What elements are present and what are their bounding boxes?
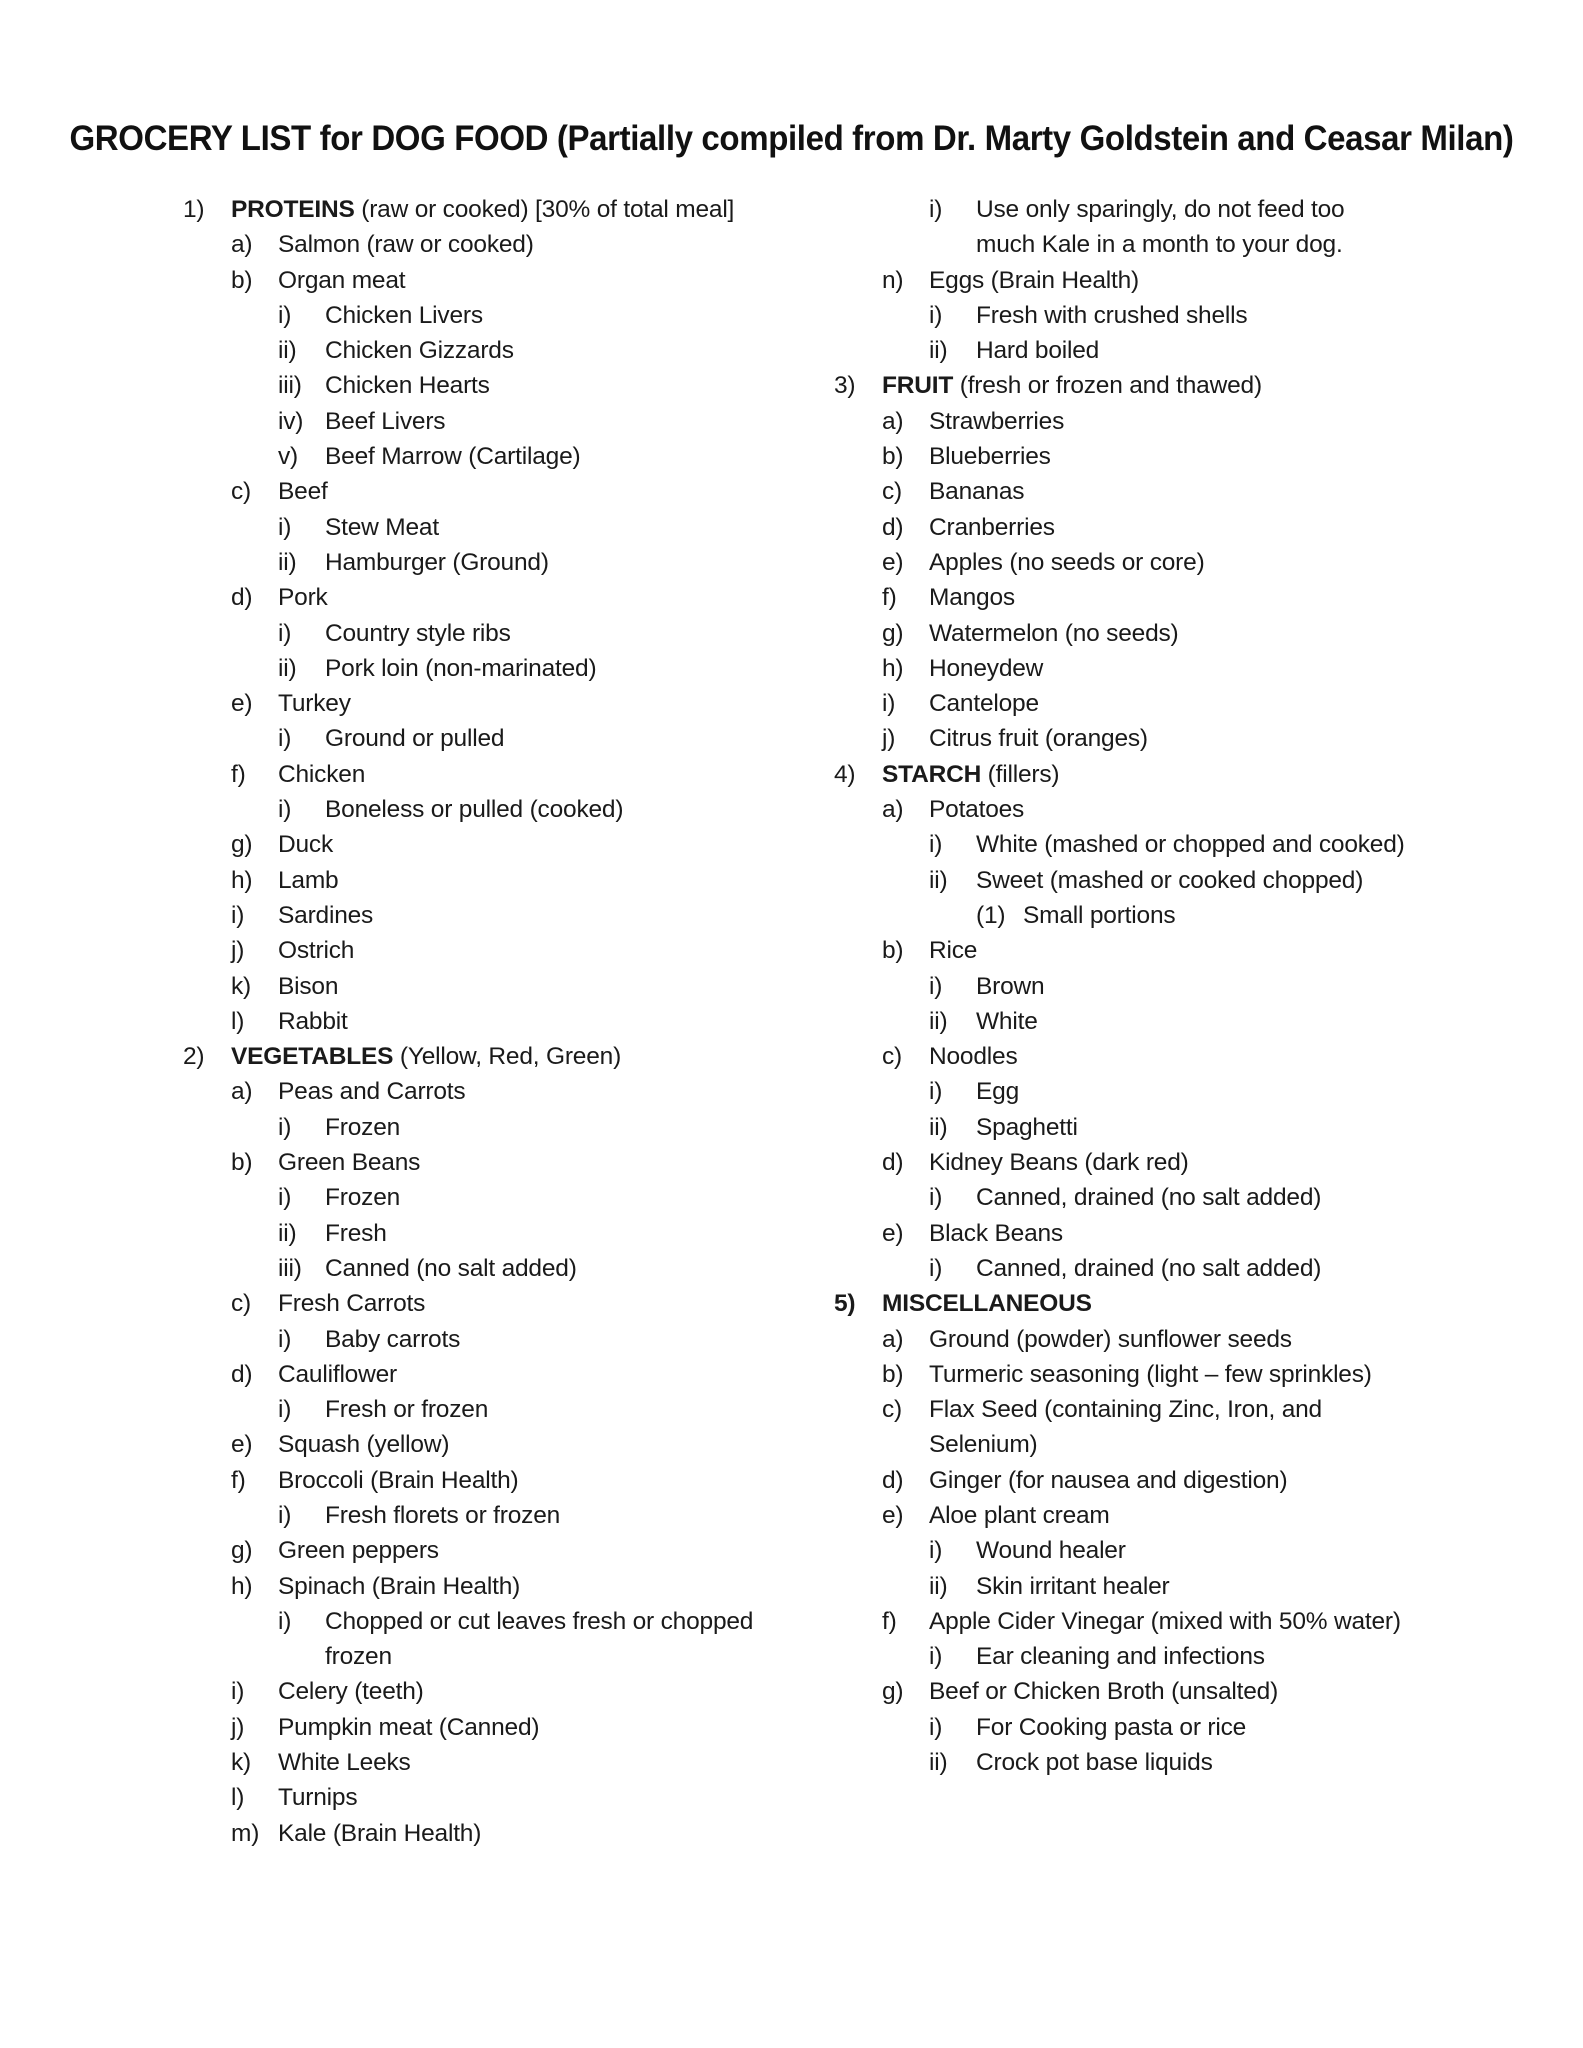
list-marker: ii) [929,1007,948,1035]
list-marker: g) [231,1537,253,1565]
list-item [183,1004,793,1039]
list-marker: i) [278,796,292,824]
list-item [834,863,1534,898]
item-text: Small portions [1023,901,1176,929]
item-text: Turnips [278,1784,358,1812]
item-text: Kidney Beans (dark red) [929,1149,1189,1177]
item-text: Chicken Hearts [325,372,490,400]
list-item [183,686,793,721]
item-text: frozen [325,1643,392,1671]
list-marker: e) [231,1431,253,1459]
list-item [183,404,793,439]
list-item [183,1674,793,1709]
item-text: Chicken Gizzards [325,337,514,365]
item-text: Ginger (for nausea and digestion) [929,1466,1288,1494]
item-text: Fresh Carrots [278,1290,426,1318]
section-note: (fresh or frozen and thawed) [953,372,1262,400]
item-text: Blueberries [929,443,1051,471]
item-text: much Kale in a month to your dog. [976,231,1343,259]
list-marker: n) [882,266,904,294]
list-marker: d) [882,1149,904,1177]
list-marker: i) [929,1184,943,1212]
item-text: Ostrich [278,937,355,965]
item-text: Peas and Carrots [278,1078,466,1106]
list-item [834,227,1534,262]
list-marker: h) [231,1572,253,1600]
list-item [183,580,793,615]
item-text [882,757,1059,792]
list-marker: iii) [278,372,302,400]
list-item [834,439,1534,474]
list-item [834,1569,1534,1604]
list-marker: 2) [183,1043,205,1071]
list-marker: ii) [929,1113,948,1141]
list-marker: b) [231,266,253,294]
section-heading [183,192,793,227]
list-marker: a) [882,796,904,824]
item-text: Canned, drained (no salt added) [976,1184,1322,1212]
list-marker: i) [929,1643,943,1671]
list-marker: i) [278,1184,292,1212]
item-text: Duck [278,831,334,859]
item-text: Eggs (Brain Health) [929,266,1139,294]
list-marker: i) [929,1713,943,1741]
list-item [834,1427,1534,1462]
list-item [183,510,793,545]
item-text: Cranberries [929,513,1055,541]
list-item [183,757,793,792]
item-text: Brown [976,972,1045,1000]
list-item [183,263,793,298]
item-text: Frozen [325,1184,401,1212]
section-heading [834,368,1534,403]
item-text: Egg [976,1078,1019,1106]
list-item [834,580,1534,615]
list-item [183,1463,793,1498]
item-text: Canned (no salt added) [325,1254,577,1282]
list-item [183,1780,793,1815]
list-marker: ii) [929,866,948,894]
list-item [183,227,793,262]
item-text: White [976,1007,1038,1035]
list-item [183,333,793,368]
list-marker: l) [231,1784,245,1812]
list-item [183,898,793,933]
section-note: (Yellow, Red, Green) [393,1043,622,1071]
item-text: White Leeks [278,1749,411,1777]
list-marker: d) [882,513,904,541]
item-text: Rabbit [278,1007,348,1035]
list-item [834,933,1534,968]
item-text [231,1039,621,1074]
list-marker: ii) [929,1749,948,1777]
list-item [834,298,1534,333]
list-marker: c) [231,478,252,506]
list-item [834,686,1534,721]
item-text: Beef Livers [325,407,446,435]
list-item [834,721,1534,756]
item-text: Chicken Livers [325,301,483,329]
list-item [834,651,1534,686]
item-text [882,1286,1092,1321]
item-text: Black Beans [929,1219,1063,1247]
list-item [183,827,793,862]
list-item [834,192,1534,227]
section-title: PROTEINS [231,196,355,223]
list-marker: a) [882,407,904,435]
list-marker: ii) [278,548,297,576]
list-marker: i) [278,1501,292,1529]
list-item [183,792,793,827]
list-marker: k) [231,972,252,1000]
list-marker: 4) [834,760,856,788]
list-marker: i) [929,972,943,1000]
list-item [183,1322,793,1357]
list-item [183,1639,793,1674]
list-marker: i) [278,1325,292,1353]
item-text: Country style ribs [325,619,511,647]
list-marker: i) [929,196,943,223]
item-text: Bison [278,972,339,1000]
item-text: For Cooking pasta or rice [976,1713,1247,1741]
list-item [183,1074,793,1109]
list-marker: j) [231,1713,245,1741]
list-item [183,651,793,686]
list-marker: i) [929,831,943,859]
list-marker: 5) [834,1290,856,1318]
section-note: (fillers) [981,760,1060,788]
item-text: Sardines [278,901,374,929]
list-marker: l) [231,1007,245,1035]
item-text: Cauliflower [278,1360,397,1388]
section-heading [834,757,1534,792]
list-marker: j) [882,725,896,753]
list-item [183,616,793,651]
item-text: Fresh with crushed shells [976,301,1248,329]
item-text: Selenium) [929,1431,1038,1459]
item-text: Squash (yellow) [278,1431,450,1459]
list-item [834,1110,1534,1145]
list-item [834,333,1534,368]
list-item [183,1498,793,1533]
list-item [183,439,793,474]
list-marker: c) [231,1290,252,1318]
list-marker: e) [882,1501,904,1529]
item-text: Chopped or cut leaves fresh or chopped [325,1607,754,1635]
item-text: Chicken [278,760,366,788]
list-marker: f) [882,1607,897,1635]
item-text: Ear cleaning and infections [976,1643,1265,1671]
list-item [834,1533,1534,1568]
item-text: Celery (teeth) [278,1678,424,1706]
list-item [834,1710,1534,1745]
item-text: Turkey [278,690,351,718]
list-marker: i) [278,301,292,329]
list-marker: ii) [929,337,948,365]
section-title: VEGETABLES [231,1043,394,1071]
item-text: Frozen [325,1113,401,1141]
item-text: Hamburger (Ground) [325,548,549,576]
list-item [834,969,1534,1004]
list-item [183,1180,793,1215]
list-marker: h) [231,866,253,894]
item-text: Pork loin (non-marinated) [325,654,597,682]
list-marker: i) [929,1078,943,1106]
list-item [834,1357,1534,1392]
item-text: Ground (powder) sunflower seeds [929,1325,1292,1353]
list-marker: h) [882,654,904,682]
item-text: Fresh [325,1219,387,1247]
list-marker: ii) [278,337,297,365]
left-column [183,192,793,1851]
list-marker: i) [929,1254,943,1282]
item-text: Bananas [929,478,1025,506]
list-marker: iv) [278,407,304,435]
list-marker: g) [882,1678,904,1706]
list-item [834,1745,1534,1780]
item-text: Baby carrots [325,1325,461,1353]
item-text: Hard boiled [976,337,1100,365]
list-item [183,1816,793,1851]
list-item [834,1463,1534,1498]
item-text: Potatoes [929,796,1025,824]
list-marker: b) [231,1149,253,1177]
item-text: Organ meat [278,266,406,294]
list-item [183,1392,793,1427]
list-marker: b) [882,443,904,471]
list-item [834,1604,1534,1639]
item-text: Fresh or frozen [325,1396,489,1424]
item-text: White (mashed or chopped and cooked) [976,831,1405,859]
item-text: Beef or Chicken Broth (unsalted) [929,1678,1279,1706]
list-item [834,1145,1534,1180]
list-item [834,616,1534,651]
item-text: Pork [278,584,328,612]
list-marker: g) [882,619,904,647]
item-text: Apples (no seeds or core) [929,548,1205,576]
list-item [834,792,1534,827]
item-text: Broccoli (Brain Health) [278,1466,519,1494]
list-item [834,898,1534,933]
item-text: Honeydew [929,654,1044,682]
list-marker: e) [882,1219,904,1247]
item-text: Watermelon (no seeds) [929,619,1179,647]
list-marker: i) [231,1678,245,1706]
list-item [834,510,1534,545]
list-marker: i) [278,1113,292,1141]
item-text: Sweet (mashed or cooked chopped) [976,866,1364,894]
list-item [183,933,793,968]
item-text: Citrus fruit (oranges) [929,725,1148,753]
list-marker: (1) [976,901,1006,929]
list-item [183,1110,793,1145]
list-marker: v) [278,443,299,471]
item-text: Use only sparingly, do not feed too [976,196,1345,223]
list-marker: b) [882,937,904,965]
list-item [183,1604,793,1639]
list-item [834,545,1534,580]
section-title: MISCELLANEOUS [882,1290,1092,1318]
item-text: Aloe plant cream [929,1501,1110,1529]
list-item [183,1357,793,1392]
list-item [834,1392,1534,1427]
list-marker: ii) [278,654,297,682]
list-item [183,969,793,1004]
list-marker: f) [882,584,897,612]
list-item [183,1533,793,1568]
item-text: Beef [278,478,328,506]
item-text [882,368,1262,403]
item-text: Apple Cider Vinegar (mixed with 50% water) [929,1607,1401,1635]
item-text: Crock pot base liquids [976,1749,1213,1777]
right-column [834,192,1534,1780]
list-marker: ii) [929,1572,948,1600]
list-marker: i) [278,1396,292,1424]
list-item [183,368,793,403]
item-text: Cantelope [929,690,1039,718]
list-marker: a) [231,231,253,259]
list-item [834,1004,1534,1039]
list-marker: j) [231,937,245,965]
list-item [183,863,793,898]
list-marker: b) [882,1360,904,1388]
list-item [183,1710,793,1745]
list-marker: e) [882,548,904,576]
item-text: Noodles [929,1043,1018,1071]
list-item [183,721,793,756]
item-text: Fresh florets or frozen [325,1501,561,1529]
list-marker: i) [278,725,292,753]
list-item [834,1039,1534,1074]
item-text: Boneless or pulled (cooked) [325,796,624,824]
list-marker: k) [231,1749,252,1777]
item-text: Wound healer [976,1537,1126,1565]
item-text: Beef Marrow (Cartilage) [325,443,581,471]
list-marker: i) [278,619,292,647]
item-text: Pumpkin meat (Canned) [278,1713,540,1741]
list-marker: g) [231,831,253,859]
item-text: Canned, drained (no salt added) [976,1254,1322,1282]
item-text: Green peppers [278,1537,439,1565]
list-marker: c) [882,1043,903,1071]
list-marker: 1) [183,196,205,223]
item-text: Strawberries [929,407,1065,435]
list-item [834,1322,1534,1357]
list-item [834,263,1534,298]
list-item [183,1569,793,1604]
item-text: Mangos [929,584,1015,612]
list-marker: i) [231,901,245,929]
list-item [834,1251,1534,1286]
section-title: STARCH [882,760,982,788]
list-marker: a) [882,1325,904,1353]
list-item [834,404,1534,439]
list-marker: f) [231,1466,246,1494]
list-item [834,1498,1534,1533]
list-marker: i) [929,301,943,329]
list-item [834,1216,1534,1251]
list-item [183,1251,793,1286]
item-text: Ground or pulled [325,725,505,753]
list-item [183,474,793,509]
list-marker: 3) [834,372,856,400]
item-text: Green Beans [278,1149,421,1177]
list-marker: ii) [278,1219,297,1247]
section-note: (raw or cooked) [30% of total meal] [354,196,735,223]
item-text: Salmon (raw or cooked) [278,231,534,259]
list-marker: a) [231,1078,253,1106]
list-marker: c) [882,478,903,506]
item-text: Kale (Brain Health) [278,1819,482,1847]
list-item [183,1145,793,1180]
list-marker: iii) [278,1254,302,1282]
list-marker: c) [882,1396,903,1424]
list-item [834,474,1534,509]
list-item [183,1286,793,1321]
item-text: Spinach (Brain Health) [278,1572,521,1600]
item-text [231,192,734,227]
item-text: Skin irritant healer [976,1572,1170,1600]
list-marker: d) [231,584,253,612]
section-title: FRUIT [882,372,954,400]
list-item [834,1074,1534,1109]
list-marker: d) [231,1360,253,1388]
list-marker: i) [278,513,292,541]
list-marker: i) [278,1607,292,1635]
item-text: Turmeric seasoning (light – few sprinkles) [929,1360,1372,1388]
list-marker: e) [231,690,253,718]
list-marker: i) [882,690,896,718]
list-item [834,827,1534,862]
item-text: Stew Meat [325,513,439,541]
list-item [183,1216,793,1251]
list-item [183,1427,793,1462]
list-item [834,1674,1534,1709]
list-item [183,298,793,333]
item-text: Rice [929,937,978,965]
page-title: GROCERY LIST for DOG FOOD (Partially compiled from Dr. Marty Goldstein and Ceasar Milan) [69,118,1514,158]
section-heading [834,1286,1534,1321]
item-text: Lamb [278,866,339,894]
list-marker: i) [929,1537,943,1565]
list-item [183,545,793,580]
list-marker: f) [231,760,246,788]
item-text: Spaghetti [976,1113,1078,1141]
list-item [183,1745,793,1780]
list-marker: d) [882,1466,904,1494]
section-heading [183,1039,793,1074]
list-item [834,1180,1534,1215]
item-text: Flax Seed (containing Zinc, Iron, and [929,1396,1322,1424]
list-marker: m) [231,1819,260,1847]
list-item [834,1639,1534,1674]
